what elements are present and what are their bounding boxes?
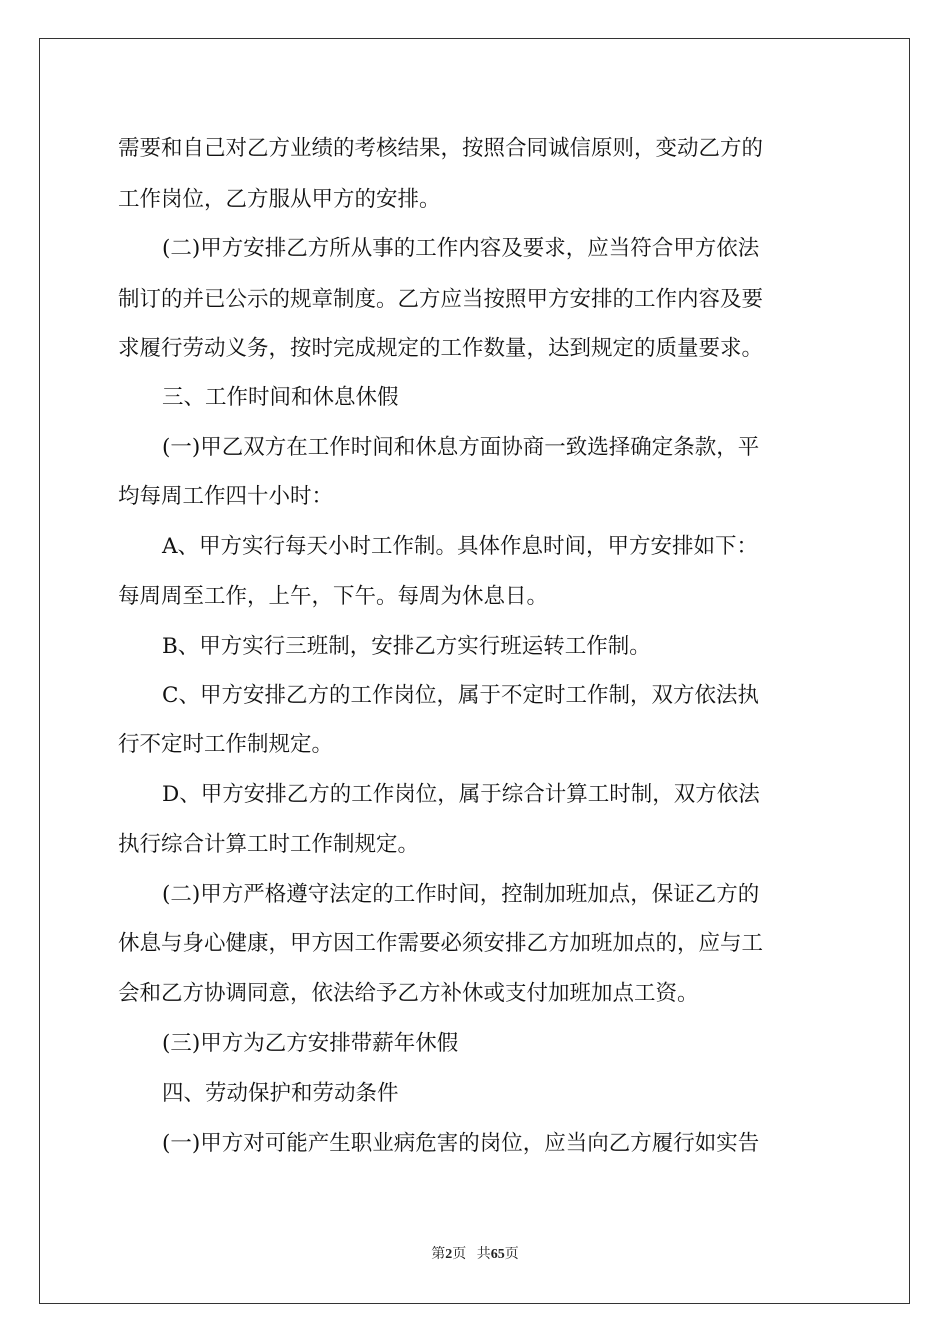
page-number: 2 [445,1247,453,1262]
line-text: A、甲方实行每天小时工作制。具体作息时间，甲方安排如下： [162,534,759,559]
line-text: (二)甲方安排乙方所从事的工作内容及要求，应当符合甲方依法 [162,236,760,261]
line-text: 行不定时工作制规定。 [118,732,334,757]
paragraph-line [0,428,950,468]
page-suffix: 页 [452,1247,467,1262]
paragraph-line [0,527,950,567]
line-text: 会和乙方协调同意，依法给予乙方补休或支付加班加点工资。 [118,981,699,1006]
line-text: 休息与身心健康，甲方因工作需要必须安排乙方加班加点的，应与工 [118,931,764,956]
page-border [39,38,910,1304]
total-prefix: 共 [476,1247,491,1262]
line-text: 需要和自己对乙方业绩的考核结果，按照合同诚信原则，变动乙方的 [118,136,764,161]
total-suffix: 页 [504,1247,519,1262]
paragraph-line [0,676,950,716]
page-prefix: 第 [431,1247,446,1262]
line-text: 均每周工作四十小时： [118,484,334,509]
paragraph-line [0,180,950,220]
line-text: (二)甲方严格遵守法定的工作时间，控制加班加点，保证乙方的 [162,882,760,907]
line-text: (三)甲方为乙方安排带薪年休假 [162,1031,459,1056]
paragraph-line [0,825,950,865]
paragraph-line [0,725,950,765]
total-pages: 65 [490,1247,505,1262]
paragraph-line [0,875,950,915]
line-text: (一)甲方对可能产生职业病危害的岗位，应当向乙方履行如实告 [162,1131,760,1156]
paragraph-line [0,229,950,269]
line-text: (一)甲乙双方在工作时间和休息方面协商一致选择确定条款，平 [162,435,760,460]
paragraph-line [0,329,950,369]
line-text: 每周周至工作，上午，下午。每周为休息日。 [118,584,549,609]
page-footer [0,1245,950,1265]
paragraph-line [0,775,950,815]
line-text: 三、工作时间和休息休假 [162,385,399,410]
paragraph-line [0,974,950,1014]
paragraph-line [0,577,950,617]
paragraph-line [0,924,950,964]
line-text: C、甲方安排乙方的工作岗位，属于不定时工作制，双方依法执 [162,683,759,708]
line-text: D、甲方安排乙方的工作岗位，属于综合计算工时制，双方依法 [162,782,760,807]
section-heading [0,378,950,418]
line-text: B、甲方实行三班制，安排乙方实行班运转工作制。 [162,634,651,659]
paragraph-line [0,1124,950,1164]
paragraph-line [0,627,950,667]
paragraph-line [0,129,950,169]
line-text: 制订的并已公示的规章制度。乙方应当按照甲方安排的工作内容及要 [118,287,764,312]
line-text: 求履行劳动义务，按时完成规定的工作数量，达到规定的质量要求。 [118,336,764,361]
paragraph-line [0,280,950,320]
paragraph-line [0,1024,950,1064]
paragraph-line [0,477,950,517]
section-heading [0,1074,950,1114]
line-text: 执行综合计算工时工作制规定。 [118,832,420,857]
line-text: 四、劳动保护和劳动条件 [162,1081,399,1106]
line-text: 工作岗位，乙方服从甲方的安排。 [118,187,441,212]
